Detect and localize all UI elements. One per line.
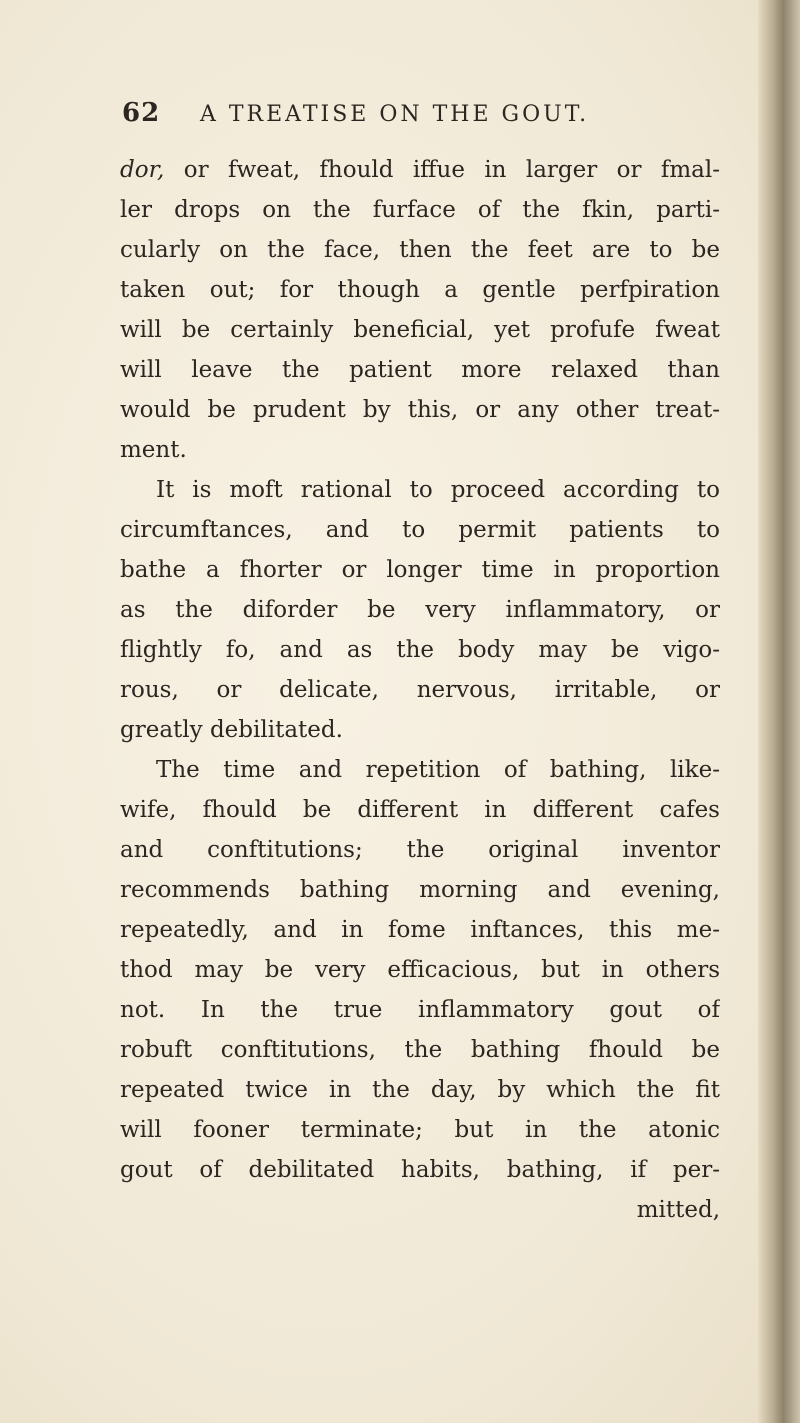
text-line: repeatedly, and in fome inftances, this me- <box>120 917 720 943</box>
text-line: greatly debilitated. <box>120 717 343 743</box>
page-header <box>122 98 722 138</box>
text-line: will be certainly beneficial, yet profufe fweat <box>120 317 720 343</box>
text-line: wife, fhould be different in different cafes <box>120 797 720 823</box>
lead-word: dor, <box>120 157 165 183</box>
text-line: thod may be very efficacious, but in others <box>120 957 720 983</box>
text-line: will fooner terminate; but in the atonic <box>120 1117 720 1143</box>
text-line: taken out; for though a gentle perfpiration <box>120 277 720 303</box>
text-line: ler drops on the furface of the fkin, parti- <box>120 197 720 223</box>
text-line: and conftitutions; the original inventor <box>120 837 720 863</box>
text-line: circumftances, and to permit patients to <box>120 517 720 543</box>
text-line: gout of debilitated habits, bathing, if per- <box>120 1157 720 1183</box>
page-gutter-shadow <box>758 0 800 1423</box>
text-line: robuft conftitutions, the bathing fhould be <box>120 1037 720 1063</box>
text-line: repeated twice in the day, by which the fit <box>120 1077 720 1103</box>
page-number: 62 <box>122 98 161 128</box>
text-line: flightly fo, and as the body may be vigo- <box>120 637 720 663</box>
running-title: A TREATISE ON THE GOUT. <box>200 102 590 127</box>
text-line: bathe a fhorter or longer time in proportion <box>120 557 720 583</box>
text-line: The time and repetition of bathing, like- <box>156 757 720 783</box>
text-line: will leave the patient more relaxed than <box>120 357 720 383</box>
body-text <box>120 150 720 1230</box>
text-line: dor, or fweat, fhould iffue in larger or fmal- <box>120 157 720 183</box>
text-line: as the diforder be very inflammatory, or <box>120 597 720 623</box>
text-line: cularly on the face, then the feet are to be <box>120 237 720 263</box>
text-line: would be prudent by this, or any other treat- <box>120 397 720 423</box>
text-line: It is moft rational to proceed according to <box>156 477 720 503</box>
text-line: mitted, <box>636 1197 720 1223</box>
text-line: recommends bathing morning and evening, <box>120 877 720 903</box>
text-line: not. In the true inflammatory gout of <box>120 997 720 1023</box>
text-line: ment. <box>120 437 187 463</box>
text-line: rous, or delicate, nervous, irritable, or <box>120 677 720 703</box>
